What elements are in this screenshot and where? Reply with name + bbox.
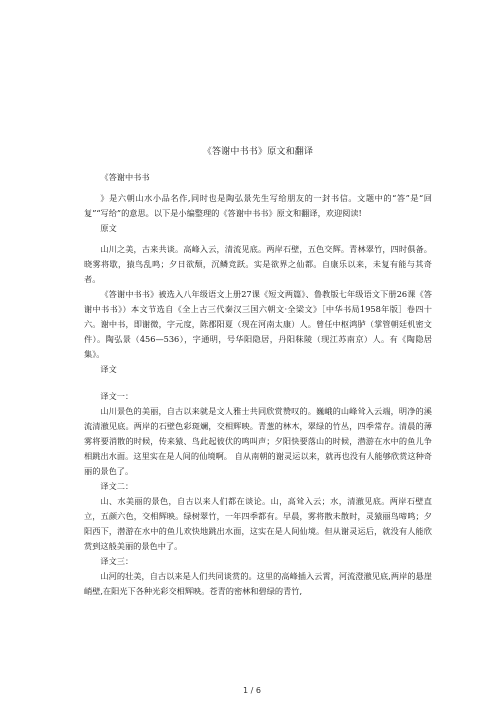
original-text-paragraph: 山川之美，古来共谈。高峰入云，清流见底。两岸石壁，五色交辉。青林翠竹，四时俱备。晓雾将歇，猿鸟乱鸣；夕日欲颓，沉鳞竞跃。实是欲界之仙都。自康乐以来，未复有能与其奇者。: [84, 244, 432, 284]
spacer: [84, 377, 432, 389]
translation-1-label: 译文一：: [100, 391, 134, 401]
section-heading-translation: 译文: [100, 364, 117, 374]
intro-paragraph: 》是六朝山水小品名作,同时也是陶弘景先生写给朋友的一封书信。文题中的“答”是“回复”“写给”的意思。以下是小编整理的《答谢中书书》原文和翻译，欢迎阅读!: [84, 193, 432, 218]
source-note-paragraph: 《答谢中书书》被选入八年级语文上册27课《短文两篇》、鲁教版七年级语文下册26课《答谢中书书》）本文节选自《全上古三代秦汉三国六朝文·全梁文》［中华书局1958年版］卷四十六。谢中书，即谢微，字元度，陈郡阳夏（现在河南太康）人。曾任中枢鸿胪（掌管朝廷机密文件）。陶弘景（456—536），字通明，号华阳隐居，丹阳秣陵（现江苏南京）人。有《陶隐居集》。: [84, 289, 432, 359]
page-number: 1 / 6: [243, 686, 261, 695]
translation-1-paragraph: 山川景色的美丽，自古以来就是文人雅士共同欣赏赞叹的。巍峨的山峰耸入云端，明净的溪流清澈见底。两岸的石壁色彩斑斓，交相辉映。青葱的林木，翠绿的竹丛，四季常存。清晨的薄雾将要消散的时候，传来猿、鸟此起彼伏的鸣叫声；夕阳快要落山的时候，潜游在水中的鱼儿争相跳出水面。这里实在是人间的仙境啊。 自从南朝的谢灵运以来，就再也没有人能够欣赏这种奇丽的景色了。: [84, 406, 432, 476]
section-heading-original: 原文: [100, 223, 117, 233]
translation-3-label: 译文三：: [100, 556, 134, 566]
translation-2-paragraph: 山、水美丽的景色，自古以来人们都在谈论。山，高耸入云；水，清澈见底。两岸石壁直立，五颜六色，交相辉映。绿树翠竹，一年四季都有。早晨，雾将散未散时，灵猿丽鸟啼鸣；夕阳西下，潜游在水中的鱼儿欢快地跳出水面，这实在是人间仙境。但从谢灵运后，就没有人能欣赏到这般美丽的景色中了。: [84, 496, 432, 551]
document-body: [84, 146, 432, 599]
translation-2-label: 译文二：: [100, 481, 134, 491]
translation-3-paragraph: 山河的壮美，自古以来是人们共同谈赏的。这里的高峰插入云霄，河流澄澈见底,两岸的悬崖峭壁,在阳光下各种光彩交相辉映。苍青的密林和碧绿的青竹,: [84, 571, 432, 596]
document-title: 《答谢中书书》原文和翻译: [202, 147, 314, 157]
intro-heading: 《答谢中书书: [100, 172, 150, 182]
